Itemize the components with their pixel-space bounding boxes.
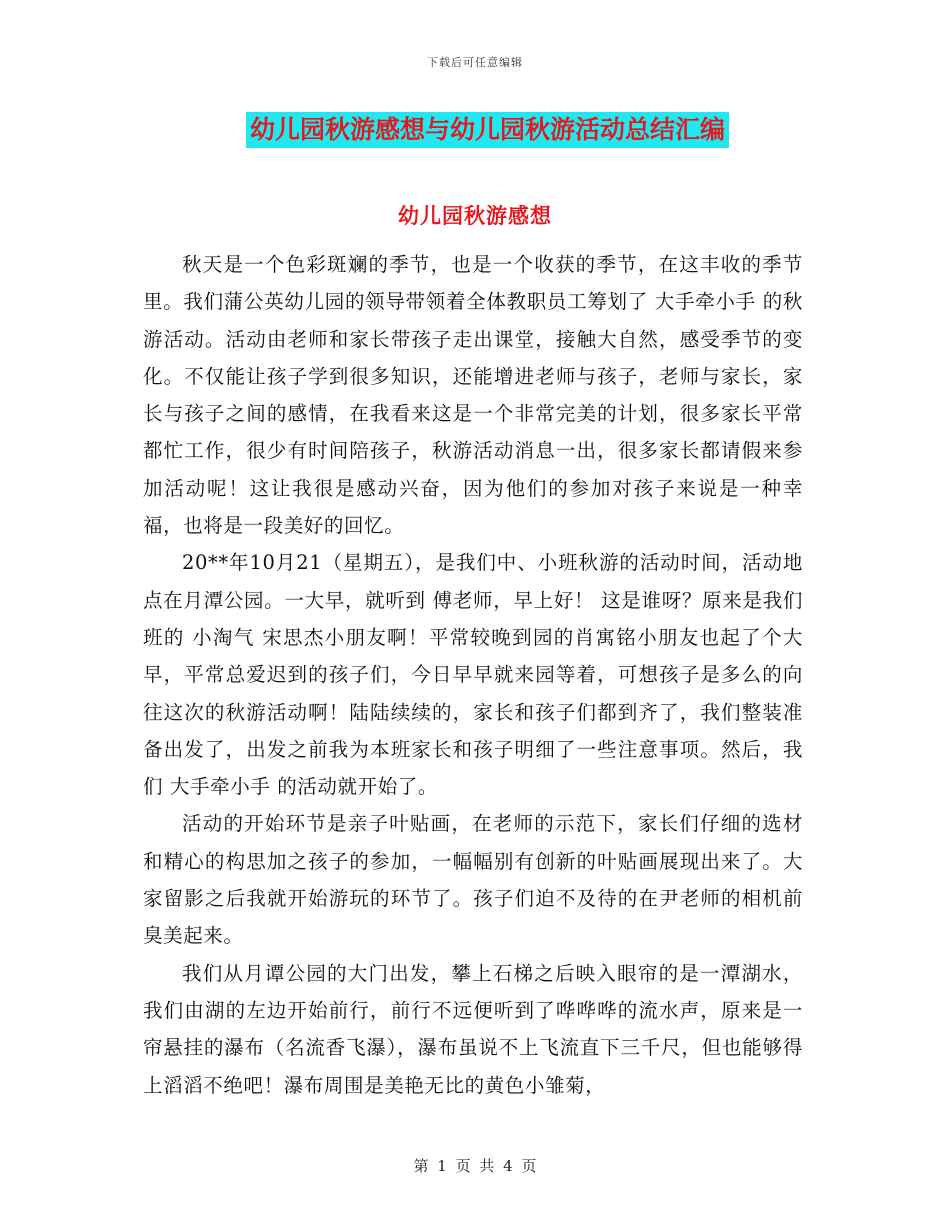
document-title: 幼儿园秋游感想与幼儿园秋游活动总结汇编 xyxy=(246,112,729,148)
paragraph: 秋天是一个色彩斑斓的季节，也是一个收获的季节，在这丰收的季节里。我们蒲公英幼儿园的领导带领着全体教职员工筹划了 大手牵小手 的秋游活动。活动由老师和家长带孩子走出课堂，接触大自然，感受季节的变化。不仅能让孩子学到很多知识，还能增进老师与孩子，老师与家长，家长与孩子之间的感情，在我看来这是一个非常完美的计划，很多家长平常都忙工作，很少有时间陪孩子，秋游活动消息一出，很多家长都请假来参加活动呢！这让我很是感动兴奋，因为他们的参加对孩子来说是一种幸福，也将是一段美好的回忆。 xyxy=(143,253,803,538)
paragraph: 我们从月谭公园的大门出发，攀上石梯之后映入眼帘的是一潭湖水，我们由湖的左边开始前行，前行不远便听到了哗哗哗的流水声，原来是一帘悬挂的瀑布（名流香飞瀑），瀑布虽说不上飞流直下三千尺，但也能够得上滔滔不绝吧！瀑布周围是美艳无比的黄色小雏菊， xyxy=(143,961,803,1097)
document-body xyxy=(143,246,803,1104)
section-heading: 幼儿园秋游感想 xyxy=(398,204,552,228)
paragraph: 20**年10月21（星期五），是我们中、小班秋游的活动时间，活动地点在月潭公园。一大早，就听到 傅老师，早上好！ 这是谁呀？原来是我们班的 小淘气 宋思杰小朋友啊！平常较晚到园的肖寓铭小朋友也起了个大早，平常总爱迟到的孩子们，今日早早就来园等着，可想孩子是多么的向往这次的秋游活动啊！陆陆续续的，家长和孩子们都到齐了，我们整装准备出发了，出发之前我为本班家长和孩子明细了一些注意事项。然后，我们 大手牵小手 的活动就开始了。 xyxy=(143,551,803,799)
page-header-note: 下载后可任意编辑 xyxy=(427,56,523,69)
paragraph: 活动的开始环节是亲子叶贴画，在老师的示范下，家长们仔细的选材和精心的构思加之孩子的参加，一幅幅别有创新的叶贴画展现出来了。大家留影之后我就开始游玩的环节了。孩子们迫不及待的在尹老师的相机前臭美起来。 xyxy=(143,812,803,948)
page-number-footer: 第 1 页 共 4 页 xyxy=(413,1157,537,1175)
